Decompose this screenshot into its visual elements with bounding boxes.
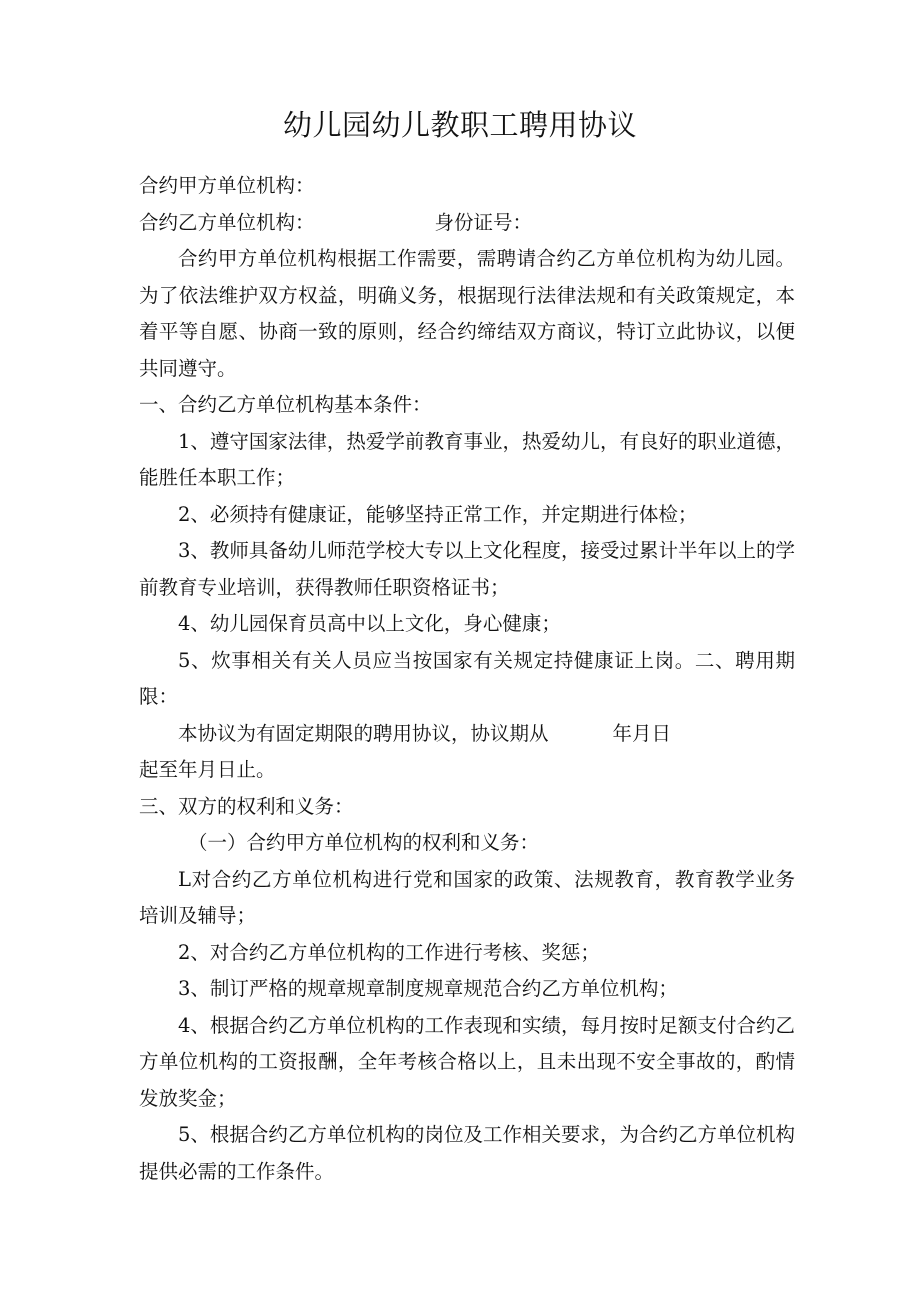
id-number-label: 身份证号：	[434, 210, 533, 234]
subsection-a-item: L对合约乙方单位机构进行党和国家的政策、法规教育，教育教学业务培训及辅导；	[139, 867, 795, 927]
subsection-a-heading: （一）合约甲方单位机构的权利和义务：	[188, 831, 540, 854]
party-b-line	[139, 205, 795, 242]
term-date: 年月日	[612, 721, 672, 745]
subsection-a-item: 4、根据合约乙方单位机构的工作表现和实绩，每月按时足额支付合约乙方单位机构的工资报酬，全年考核合格以上，且未出现不安全事故的，酌情发放奖金；	[139, 1013, 795, 1110]
section-1-item: 2、必须持有健康证，能够坚持正常工作，并定期进行体检；	[178, 502, 698, 526]
subsection-a-item: 3、制订严格的规章规章制度规章规范合约乙方单位机构；	[178, 977, 678, 1000]
term-end-line: 起至年月日止。	[139, 758, 276, 781]
subsection-a-item: 5、根据合约乙方单位机构的岗位及工作相关要求，为合约乙方单位机构提供必需的工作条件。	[139, 1123, 795, 1183]
section-1-item: 3、教师具备幼儿师范学校大专以上文化程度，接受过累计半年以上的学前教育专业培训，获得教师任职资格证书；	[139, 539, 795, 599]
intro-paragraph: 合约甲方单位机构根据工作需要，需聘请合约乙方单位机构为幼儿园。为了依法维护双方权益，明确义务，根据现行法律法规和有关政策规定，本着平等自愿、协商一致的原则，经合约缔结双方商议，特订立此协议，以便共同遵守。	[139, 247, 795, 380]
section-1-heading: 一、合约乙方单位机构基本条件：	[139, 393, 432, 416]
term-start: 本协议为有固定期限的聘用协议，协议期从	[178, 721, 549, 745]
party-a-line	[139, 168, 795, 205]
section-1-item: 4、幼儿园保育员高中以上文化，身心健康；	[178, 612, 561, 635]
section-1-item: 1、遵守国家法律，热爱学前教育事业，热爱幼儿，有良好的职业道德，能胜任本职工作；	[139, 429, 795, 489]
party-a-label: 合约甲方单位机构：	[139, 174, 315, 197]
party-b-label: 合约乙方单位机构：	[139, 210, 315, 234]
document-body	[139, 168, 795, 1190]
subsection-a-item: 2、对合约乙方单位机构的工作进行考核、奖惩；	[178, 940, 600, 964]
document-title: 幼儿园幼儿教职工聘用协议	[282, 108, 637, 142]
section-3-heading: 三、双方的权利和义务：	[139, 794, 354, 818]
term-line	[139, 716, 795, 753]
section-1-item: 5、炊事相关有关人员应当按国家有关规定持健康证上岗。二、聘用期限：	[139, 648, 795, 708]
